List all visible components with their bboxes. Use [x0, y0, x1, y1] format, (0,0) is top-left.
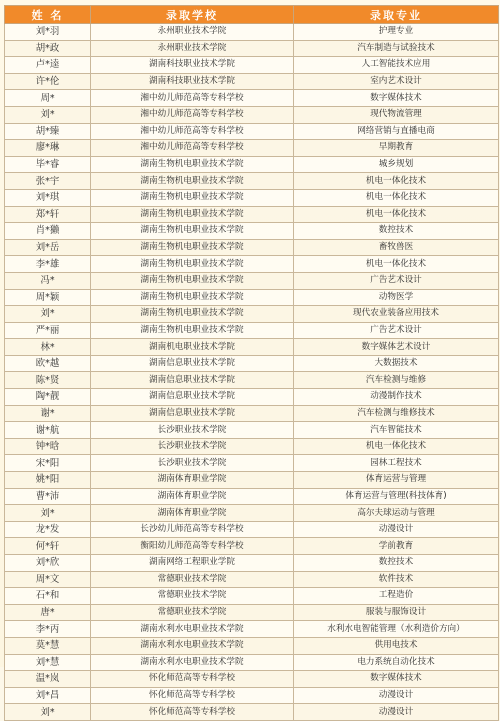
school-cell: 湖南生物机电职业技术学院	[91, 173, 294, 190]
student-name-cell: 宋*阳	[5, 455, 91, 472]
student-name-cell: 刘*昌	[5, 687, 91, 704]
student-name-cell: 莫*慧	[5, 637, 91, 654]
table-row	[5, 422, 499, 439]
header-school: 录取学校	[91, 6, 294, 24]
major-cell: 汽车制造与试验技术	[294, 40, 499, 57]
school-cell: 湖南网络工程职业学院	[91, 555, 294, 572]
school-cell: 湘中幼儿师范高等专科学校	[91, 123, 294, 140]
school-cell: 湖南生物机电职业技术学院	[91, 289, 294, 306]
major-cell: 机电一体化技术	[294, 173, 499, 190]
school-cell: 湖南生物机电职业技术学院	[91, 156, 294, 173]
student-name-cell: 李*丙	[5, 621, 91, 638]
school-cell: 湖南信息职业技术学院	[91, 372, 294, 389]
student-name-cell: 周*文	[5, 571, 91, 588]
table-row	[5, 24, 499, 41]
table-row	[5, 621, 499, 638]
school-cell: 湖南水利水电职业技术学院	[91, 637, 294, 654]
major-cell: 现代农业装备应用技术	[294, 306, 499, 323]
table-row	[5, 389, 499, 406]
student-name-cell: 周*颖	[5, 289, 91, 306]
school-cell: 永州职业技术学院	[91, 40, 294, 57]
major-cell: 护理专业	[294, 24, 499, 41]
table-row	[5, 156, 499, 173]
major-cell: 机电一体化技术	[294, 206, 499, 223]
major-cell: 人工智能技术应用	[294, 57, 499, 74]
major-cell: 数字媒体艺术设计	[294, 339, 499, 356]
school-cell: 湖南生物机电职业技术学院	[91, 272, 294, 289]
table-row	[5, 256, 499, 273]
table-row	[5, 239, 499, 256]
student-name-cell: 何*轩	[5, 538, 91, 555]
student-name-cell: 刘*慧	[5, 654, 91, 671]
table-row	[5, 704, 499, 721]
student-name-cell: 胡*臻	[5, 123, 91, 140]
admission-table	[4, 5, 499, 721]
school-cell: 怀化师范高等专科学校	[91, 671, 294, 688]
student-name-cell: 毕*睿	[5, 156, 91, 173]
school-cell: 湖南体育职业学院	[91, 488, 294, 505]
table-row	[5, 206, 499, 223]
student-name-cell: 刘*欣	[5, 555, 91, 572]
school-cell: 湖南生物机电职业技术学院	[91, 306, 294, 323]
school-cell: 常德职业技术学院	[91, 604, 294, 621]
major-cell: 动漫设计	[294, 704, 499, 721]
major-cell: 数控技术	[294, 223, 499, 240]
school-cell: 永州职业技术学院	[91, 24, 294, 41]
school-cell: 长沙职业技术学院	[91, 438, 294, 455]
table-row	[5, 604, 499, 621]
school-cell: 湖南生物机电职业技术学院	[91, 189, 294, 206]
table-row	[5, 189, 499, 206]
table-row	[5, 223, 499, 240]
table-row	[5, 671, 499, 688]
table-row	[5, 637, 499, 654]
school-cell: 长沙职业技术学院	[91, 455, 294, 472]
student-name-cell: 严*丽	[5, 322, 91, 339]
student-name-cell: 李*雄	[5, 256, 91, 273]
student-name-cell: 唐*	[5, 604, 91, 621]
school-cell: 湖南体育职业学院	[91, 472, 294, 489]
major-cell: 动漫设计	[294, 687, 499, 704]
major-cell: 动漫设计	[294, 521, 499, 538]
school-cell: 常德职业技术学院	[91, 571, 294, 588]
table-row	[5, 405, 499, 422]
school-cell: 湖南水利水电职业技术学院	[91, 654, 294, 671]
table-row	[5, 455, 499, 472]
student-name-cell: 刘*岳	[5, 239, 91, 256]
table-row	[5, 289, 499, 306]
major-cell: 机电一体化技术	[294, 438, 499, 455]
student-name-cell: 胡*政	[5, 40, 91, 57]
student-name-cell: 温*岚	[5, 671, 91, 688]
student-name-cell: 郑*轩	[5, 206, 91, 223]
table-row	[5, 355, 499, 372]
school-cell: 湘中幼儿师范高等专科学校	[91, 106, 294, 123]
student-name-cell: 卢*逵	[5, 57, 91, 74]
student-name-cell: 刘*	[5, 505, 91, 522]
major-cell: 早期教育	[294, 140, 499, 157]
table-row	[5, 322, 499, 339]
table-row	[5, 73, 499, 90]
table-row	[5, 306, 499, 323]
major-cell: 畜牧兽医	[294, 239, 499, 256]
student-name-cell: 刘*	[5, 306, 91, 323]
school-cell: 湖南信息职业技术学院	[91, 405, 294, 422]
student-name-cell: 张*宇	[5, 173, 91, 190]
student-name-cell: 姚*阳	[5, 472, 91, 489]
table-row	[5, 472, 499, 489]
major-cell: 汽车智能技术	[294, 422, 499, 439]
major-cell: 机电一体化技术	[294, 189, 499, 206]
table-row	[5, 588, 499, 605]
school-cell: 湘中幼儿师范高等专科学校	[91, 90, 294, 107]
school-cell: 湖南生物机电职业技术学院	[91, 223, 294, 240]
table-row	[5, 505, 499, 522]
school-cell: 湖南体育职业学院	[91, 505, 294, 522]
major-cell: 城乡规划	[294, 156, 499, 173]
major-cell: 动物医学	[294, 289, 499, 306]
table-row	[5, 123, 499, 140]
header-name: 姓 名	[5, 6, 91, 24]
table-row	[5, 40, 499, 57]
major-cell: 网络营销与直播电商	[294, 123, 499, 140]
major-cell: 动漫制作技术	[294, 389, 499, 406]
major-cell: 园林工程技术	[294, 455, 499, 472]
major-cell: 体育运营与管理(科技体育)	[294, 488, 499, 505]
student-name-cell: 谢*	[5, 405, 91, 422]
school-cell: 湖南信息职业技术学院	[91, 389, 294, 406]
student-name-cell: 钟*晗	[5, 438, 91, 455]
header-major: 录取专业	[294, 6, 499, 24]
school-cell: 怀化师范高等专科学校	[91, 687, 294, 704]
school-cell: 湘中幼儿师范高等专科学校	[91, 140, 294, 157]
student-name-cell: 欧*越	[5, 355, 91, 372]
major-cell: 机电一体化技术	[294, 256, 499, 273]
student-name-cell: 刘*羽	[5, 24, 91, 41]
student-name-cell: 廖*琳	[5, 140, 91, 157]
school-cell: 湖南机电职业技术学院	[91, 339, 294, 356]
table-row	[5, 488, 499, 505]
student-name-cell: 刘*	[5, 106, 91, 123]
student-name-cell: 陈*贤	[5, 372, 91, 389]
school-cell: 湖南水利水电职业技术学院	[91, 621, 294, 638]
major-cell: 室内艺术设计	[294, 73, 499, 90]
school-cell: 湖南科技职业技术学院	[91, 57, 294, 74]
table-row	[5, 272, 499, 289]
major-cell: 电力系统自动化技术	[294, 654, 499, 671]
student-name-cell: 周*	[5, 90, 91, 107]
major-cell: 现代物流管理	[294, 106, 499, 123]
table-row	[5, 140, 499, 157]
table-row	[5, 555, 499, 572]
student-name-cell: 刘*	[5, 704, 91, 721]
table-row	[5, 654, 499, 671]
major-cell: 汽车检测与维修	[294, 372, 499, 389]
admission-table-wrapper	[4, 5, 498, 721]
major-cell: 数控技术	[294, 555, 499, 572]
school-cell: 长沙幼儿师范高等专科学校	[91, 521, 294, 538]
student-name-cell: 谢*航	[5, 422, 91, 439]
student-name-cell: 曹*沛	[5, 488, 91, 505]
student-name-cell: 冯*	[5, 272, 91, 289]
table-row	[5, 521, 499, 538]
major-cell: 广告艺术设计	[294, 272, 499, 289]
student-name-cell: 许*伦	[5, 73, 91, 90]
major-cell: 供用电技术	[294, 637, 499, 654]
major-cell: 数字媒体技术	[294, 90, 499, 107]
school-cell: 湖南生物机电职业技术学院	[91, 256, 294, 273]
school-cell: 怀化师范高等专科学校	[91, 704, 294, 721]
major-cell: 高尔夫球运动与管理	[294, 505, 499, 522]
student-name-cell: 龙*发	[5, 521, 91, 538]
major-cell: 服装与服饰设计	[294, 604, 499, 621]
student-name-cell: 林*	[5, 339, 91, 356]
student-name-cell: 刘*琪	[5, 189, 91, 206]
school-cell: 湖南生物机电职业技术学院	[91, 239, 294, 256]
table-row	[5, 687, 499, 704]
table-row	[5, 339, 499, 356]
school-cell: 湖南生物机电职业技术学院	[91, 322, 294, 339]
major-cell: 体育运营与管理	[294, 472, 499, 489]
table-row	[5, 106, 499, 123]
major-cell: 数字媒体技术	[294, 671, 499, 688]
major-cell: 工程造价	[294, 588, 499, 605]
major-cell: 软件技术	[294, 571, 499, 588]
table-row	[5, 438, 499, 455]
table-row	[5, 571, 499, 588]
table-body	[5, 24, 499, 721]
major-cell: 广告艺术设计	[294, 322, 499, 339]
table-row	[5, 173, 499, 190]
table-row	[5, 372, 499, 389]
school-cell: 湖南科技职业技术学院	[91, 73, 294, 90]
table-header-row	[5, 6, 499, 24]
school-cell: 常德职业技术学院	[91, 588, 294, 605]
table-row	[5, 57, 499, 74]
table-row	[5, 90, 499, 107]
student-name-cell: 石*和	[5, 588, 91, 605]
school-cell: 衡阳幼儿师范高等专科学校	[91, 538, 294, 555]
school-cell: 湖南信息职业技术学院	[91, 355, 294, 372]
student-name-cell: 陶*靓	[5, 389, 91, 406]
table-row	[5, 538, 499, 555]
school-cell: 湖南生物机电职业技术学院	[91, 206, 294, 223]
major-cell: 汽车检测与维修技术	[294, 405, 499, 422]
major-cell: 水利水电智能管理（水利造价方向）	[294, 621, 499, 638]
major-cell: 学前教育	[294, 538, 499, 555]
student-name-cell: 肖*獭	[5, 223, 91, 240]
major-cell: 大数据技术	[294, 355, 499, 372]
school-cell: 长沙职业技术学院	[91, 422, 294, 439]
